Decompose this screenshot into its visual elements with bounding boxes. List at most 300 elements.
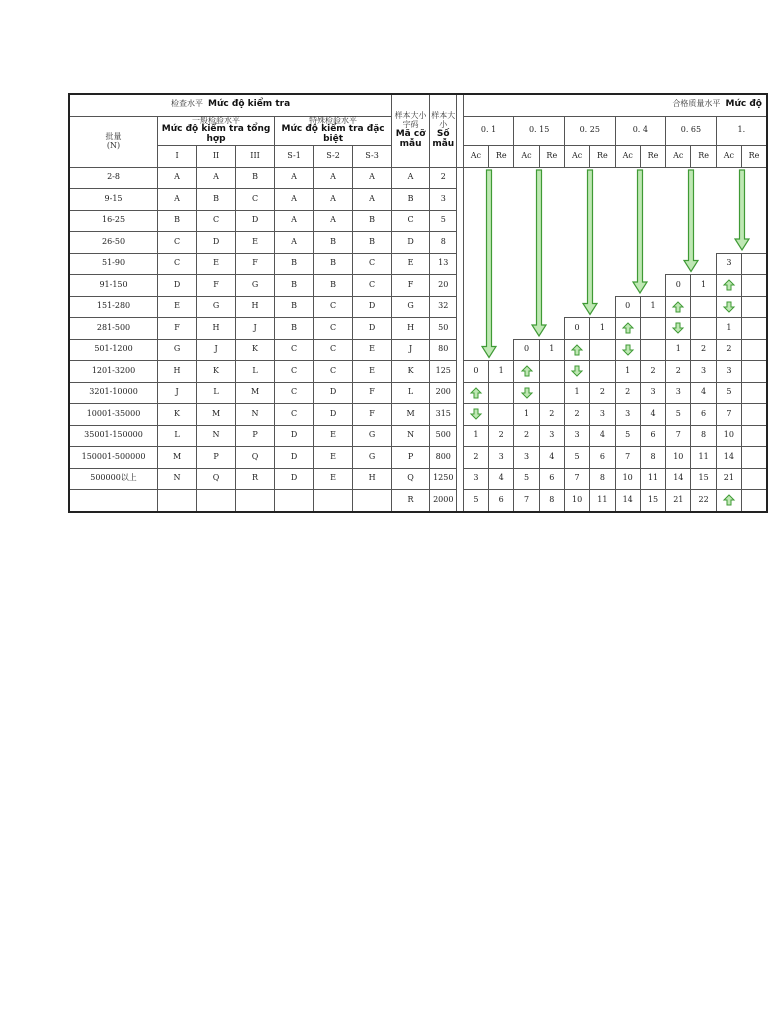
special-level-zh: 特殊检验水平 (309, 115, 358, 125)
level-code-cell: H (197, 318, 236, 340)
ac-cell (564, 296, 589, 318)
level-code-cell: P (236, 425, 275, 447)
ac-cell (463, 339, 488, 361)
ac-cell: 5 (666, 404, 691, 426)
level-code-cell: G (236, 275, 275, 297)
level-code-cell: N (158, 468, 197, 490)
re-cell: 22 (691, 490, 716, 512)
level-code-cell: Q (236, 447, 275, 469)
re-cell: 3 (489, 447, 514, 469)
level-header: S-2 (314, 146, 353, 168)
arrow-up-icon (514, 361, 539, 383)
sample-size-cell: 32 (430, 296, 457, 318)
re-cell (640, 318, 665, 340)
table-row (69, 490, 767, 512)
re-cell: 2 (539, 404, 564, 426)
re-cell (539, 318, 564, 340)
aql-empty-cell (742, 425, 767, 447)
table-row (69, 232, 767, 254)
re-cell (489, 210, 514, 232)
level-code-cell: E (158, 296, 197, 318)
re-cell (489, 296, 514, 318)
level-header: S-1 (275, 146, 314, 168)
level-code-cell: J (197, 339, 236, 361)
level-code-cell: C (197, 210, 236, 232)
level-code-cell (158, 490, 197, 512)
arrow-up-icon (716, 490, 741, 512)
sample-code-cell: J (392, 339, 430, 361)
ac-cell: 5 (716, 382, 741, 404)
lot-size-cell: 3201-10000 (69, 382, 158, 404)
re-cell: 6 (489, 490, 514, 512)
ac-cell: 1 (564, 382, 589, 404)
aql-header (463, 94, 767, 116)
arrow-up-icon (666, 296, 691, 318)
level-code-cell: G (353, 447, 392, 469)
re-cell (489, 339, 514, 361)
re-header: Re (640, 146, 665, 168)
ac-cell (514, 296, 539, 318)
level-code-cell: M (197, 404, 236, 426)
re-cell (691, 167, 716, 189)
level-code-cell: C (314, 339, 353, 361)
ac-cell: 7 (514, 490, 539, 512)
re-cell: 6 (691, 404, 716, 426)
level-code-cell: J (236, 318, 275, 340)
level-code-cell: B (275, 296, 314, 318)
aql-value-header: 0. 65 (666, 116, 717, 146)
table-row (69, 382, 767, 404)
level-code-cell: D (275, 447, 314, 469)
re-cell: 4 (539, 447, 564, 469)
aql-value-header: 0. 4 (615, 116, 666, 146)
level-code-cell: F (197, 275, 236, 297)
aql-value-header: 0. 25 (564, 116, 615, 146)
level-code-cell: H (158, 361, 197, 383)
re-cell: 1 (489, 361, 514, 383)
level-code-cell: C (353, 253, 392, 275)
level-code-cell: A (275, 189, 314, 211)
ac-cell: 3 (716, 361, 741, 383)
re-cell (691, 296, 716, 318)
aql-empty-cell (742, 339, 767, 361)
level-code-cell: A (314, 189, 353, 211)
sample-code-cell: M (392, 404, 430, 426)
ac-cell (564, 189, 589, 211)
lot-size-cell: 26-50 (69, 232, 158, 254)
aql-empty-cell (742, 361, 767, 383)
re-cell: 8 (691, 425, 716, 447)
level-header: II (197, 146, 236, 168)
arrow-down-icon (666, 318, 691, 340)
level-code-cell: D (236, 210, 275, 232)
level-code-cell: A (197, 167, 236, 189)
ac-cell (463, 296, 488, 318)
ac-cell (564, 167, 589, 189)
table-row (69, 404, 767, 426)
level-code-cell: A (314, 210, 353, 232)
level-code-cell: G (353, 425, 392, 447)
level-code-cell: E (314, 447, 353, 469)
level-code-cell: R (236, 468, 275, 490)
lot-size-cell: 9-15 (69, 189, 158, 211)
level-code-cell: A (314, 167, 353, 189)
sample-size-zh: 样本大小 (431, 111, 456, 129)
lot-size-cell: 35001-150000 (69, 425, 158, 447)
sample-size-cell: 500 (430, 425, 457, 447)
level-code-cell: P (197, 447, 236, 469)
ac-cell (615, 167, 640, 189)
level-code-cell: C (275, 361, 314, 383)
ac-cell (463, 318, 488, 340)
general-level-header (158, 116, 275, 146)
sample-code-vn: Mã cỡ mẫu (395, 128, 426, 149)
level-code-cell: E (236, 232, 275, 254)
level-code-cell: D (353, 318, 392, 340)
ac-cell: 3 (615, 404, 640, 426)
sample-size-cell: 2000 (430, 490, 457, 512)
re-cell: 1 (539, 339, 564, 361)
lot-size-cell: 2-8 (69, 167, 158, 189)
ac-cell (514, 210, 539, 232)
ac-cell (716, 232, 741, 254)
level-code-cell: F (353, 382, 392, 404)
re-cell: 8 (539, 490, 564, 512)
level-header: I (158, 146, 197, 168)
table-row (69, 447, 767, 469)
aql-empty-cell (742, 167, 767, 189)
ac-cell (514, 318, 539, 340)
level-code-cell: E (314, 468, 353, 490)
re-cell (539, 210, 564, 232)
re-cell: 6 (590, 447, 615, 469)
level-code-cell: D (314, 404, 353, 426)
re-cell (539, 296, 564, 318)
aql-empty-cell (742, 318, 767, 340)
re-cell: 6 (640, 425, 665, 447)
level-code-cell: B (314, 253, 353, 275)
table-row (69, 167, 767, 189)
sample-size-cell: 8 (430, 232, 457, 254)
re-cell (640, 232, 665, 254)
ac-cell: 5 (564, 447, 589, 469)
ac-cell (666, 210, 691, 232)
re-header: Re (489, 146, 514, 168)
sample-code-cell: R (392, 490, 430, 512)
ac-cell (564, 232, 589, 254)
level-code-cell: B (314, 232, 353, 254)
table-row (69, 210, 767, 232)
ac-cell: 14 (615, 490, 640, 512)
ac-cell (666, 167, 691, 189)
ac-cell: 0 (463, 361, 488, 383)
re-header: Re (742, 146, 767, 168)
level-header: S-3 (353, 146, 392, 168)
re-cell (640, 210, 665, 232)
level-code-cell: K (158, 404, 197, 426)
ac-cell: 2 (666, 361, 691, 383)
sample-code-cell: L (392, 382, 430, 404)
level-code-cell: A (275, 167, 314, 189)
ac-cell: 2 (463, 447, 488, 469)
table-row (69, 468, 767, 490)
sample-code-cell: C (392, 210, 430, 232)
aql-value-header: 0. 1 (463, 116, 514, 146)
level-code-cell: N (197, 425, 236, 447)
inspection-level-vn: Mức độ kiểm tra (208, 99, 291, 110)
re-cell: 11 (691, 447, 716, 469)
ac-cell: 21 (716, 468, 741, 490)
level-code-cell: E (353, 361, 392, 383)
lot-size-cell: 1201-3200 (69, 361, 158, 383)
re-header: Re (539, 146, 564, 168)
sample-code-zh: 样本大小字码 (394, 111, 427, 129)
level-code-cell: B (158, 210, 197, 232)
arrow-up-icon (463, 382, 488, 404)
ac-cell: 10 (564, 490, 589, 512)
ac-cell: 1 (463, 425, 488, 447)
table-row (69, 318, 767, 340)
re-cell (640, 253, 665, 275)
re-cell (590, 275, 615, 297)
re-cell (489, 404, 514, 426)
ac-header: Ac (564, 146, 589, 168)
re-header: Re (691, 146, 716, 168)
ac-cell (716, 167, 741, 189)
level-code-cell (314, 490, 353, 512)
ac-cell (564, 210, 589, 232)
lot-size-cell: 151-280 (69, 296, 158, 318)
ac-cell: 10 (716, 425, 741, 447)
lot-size-zh: 批量 (105, 131, 122, 141)
level-code-cell: B (275, 275, 314, 297)
re-cell: 1 (590, 318, 615, 340)
re-cell: 4 (691, 382, 716, 404)
level-code-cell: D (275, 425, 314, 447)
ac-cell (514, 253, 539, 275)
ac-cell: 3 (463, 468, 488, 490)
ac-cell: 2 (564, 404, 589, 426)
re-cell: 8 (590, 468, 615, 490)
special-level-vn: Mức độ kiểm tra đặc biệt (281, 124, 385, 145)
sample-size-cell: 315 (430, 404, 457, 426)
re-cell: 4 (489, 468, 514, 490)
re-cell: 8 (640, 447, 665, 469)
sample-code-cell: A (392, 167, 430, 189)
aql-value-header: 1. (716, 116, 767, 146)
ac-cell: 3 (716, 253, 741, 275)
re-cell: 2 (640, 361, 665, 383)
re-cell (640, 189, 665, 211)
ac-cell: 0 (564, 318, 589, 340)
ac-cell (514, 232, 539, 254)
aql-zh: 合格质量水平 (672, 99, 721, 109)
level-code-cell: E (314, 425, 353, 447)
re-cell: 11 (590, 490, 615, 512)
arrow-up-icon (615, 318, 640, 340)
re-cell: 11 (640, 468, 665, 490)
aql-empty-cell (742, 189, 767, 211)
table-row (69, 296, 767, 318)
sample-size-cell: 3 (430, 189, 457, 211)
special-level-header (275, 116, 392, 146)
ac-cell (615, 189, 640, 211)
level-code-cell: B (236, 167, 275, 189)
ac-cell: 0 (615, 296, 640, 318)
re-cell (489, 275, 514, 297)
arrow-down-icon (716, 296, 741, 318)
level-code-cell: A (353, 189, 392, 211)
level-code-cell: D (275, 468, 314, 490)
sample-size-cell: 50 (430, 318, 457, 340)
arrow-up-icon (716, 275, 741, 297)
sample-code-cell: D (392, 232, 430, 254)
lot-size-cell: 281-500 (69, 318, 158, 340)
sample-size-cell: 125 (430, 361, 457, 383)
re-cell: 6 (539, 468, 564, 490)
level-code-cell: C (353, 275, 392, 297)
ac-cell: 10 (666, 447, 691, 469)
level-code-cell: C (158, 232, 197, 254)
sample-size-cell: 20 (430, 275, 457, 297)
level-code-cell: D (314, 382, 353, 404)
sample-code-cell: F (392, 275, 430, 297)
sample-code-cell: E (392, 253, 430, 275)
re-cell: 3 (691, 361, 716, 383)
ac-cell (463, 189, 488, 211)
ac-cell: 2 (615, 382, 640, 404)
inspection-level-zh: 检查水平 (170, 99, 203, 109)
sample-size-cell: 80 (430, 339, 457, 361)
lot-size-cell: 10001-35000 (69, 404, 158, 426)
re-cell (489, 253, 514, 275)
sample-size-cell: 2 (430, 167, 457, 189)
inspection-level-header (69, 94, 392, 116)
level-code-cell: B (275, 318, 314, 340)
ac-header: Ac (666, 146, 691, 168)
re-cell (489, 232, 514, 254)
re-cell (640, 339, 665, 361)
level-code-cell: E (197, 253, 236, 275)
re-cell (691, 210, 716, 232)
lot-size-cell: 501-1200 (69, 339, 158, 361)
re-cell (539, 189, 564, 211)
ac-cell: 3 (514, 447, 539, 469)
level-code-cell: C (314, 318, 353, 340)
ac-header: Ac (514, 146, 539, 168)
re-cell (489, 318, 514, 340)
ac-cell (615, 275, 640, 297)
sample-size-cell: 1250 (430, 468, 457, 490)
arrow-down-icon (463, 404, 488, 426)
lot-size-unit: (N) (106, 140, 121, 150)
re-cell: 1 (691, 275, 716, 297)
level-code-cell: M (236, 382, 275, 404)
ac-cell (666, 232, 691, 254)
ac-header: Ac (615, 146, 640, 168)
re-cell: 15 (691, 468, 716, 490)
sample-size-cell: 13 (430, 253, 457, 275)
level-code-cell: B (353, 210, 392, 232)
ac-cell (666, 253, 691, 275)
re-cell (590, 339, 615, 361)
ac-cell: 2 (716, 339, 741, 361)
level-code-cell: H (353, 468, 392, 490)
arrow-down-icon (564, 361, 589, 383)
re-cell (539, 361, 564, 383)
ac-cell: 1 (666, 339, 691, 361)
re-cell: 3 (590, 404, 615, 426)
aql-empty-cell (742, 447, 767, 469)
re-cell: 4 (640, 404, 665, 426)
aql-empty-cell (742, 490, 767, 512)
ac-cell (615, 253, 640, 275)
level-code-cell: C (236, 189, 275, 211)
re-cell: 2 (489, 425, 514, 447)
ac-cell (514, 275, 539, 297)
ac-cell: 5 (615, 425, 640, 447)
level-code-cell (353, 490, 392, 512)
ac-cell (615, 210, 640, 232)
ac-cell: 14 (666, 468, 691, 490)
level-code-cell: G (158, 339, 197, 361)
re-cell: 15 (640, 490, 665, 512)
re-cell (539, 253, 564, 275)
level-code-cell: J (158, 382, 197, 404)
lot-size-cell: 16-25 (69, 210, 158, 232)
re-cell (539, 382, 564, 404)
ac-cell (514, 167, 539, 189)
sample-code-header (392, 94, 430, 167)
level-code-cell: B (353, 232, 392, 254)
re-cell (640, 167, 665, 189)
aql-empty-cell (742, 210, 767, 232)
sample-size-cell: 5 (430, 210, 457, 232)
ac-cell (463, 167, 488, 189)
re-cell (590, 210, 615, 232)
ac-cell: 0 (514, 339, 539, 361)
re-cell (691, 232, 716, 254)
ac-cell: 5 (463, 490, 488, 512)
general-level-zh: 一般检验水平 (192, 115, 241, 125)
level-code-cell: F (353, 404, 392, 426)
level-code-cell: C (275, 382, 314, 404)
re-header: Re (590, 146, 615, 168)
aql-value-header: 0. 15 (514, 116, 565, 146)
level-code-cell: N (236, 404, 275, 426)
general-level-vn: Mức độ kiểm tra tổng hợp (161, 124, 271, 145)
level-code-cell: G (197, 296, 236, 318)
sample-size-vn: Số mẫu (432, 128, 455, 149)
level-code-cell: C (158, 253, 197, 275)
re-cell (691, 253, 716, 275)
level-code-cell: C (314, 296, 353, 318)
sample-code-cell: Q (392, 468, 430, 490)
ac-cell: 0 (666, 275, 691, 297)
ac-cell (716, 210, 741, 232)
level-code-cell: H (236, 296, 275, 318)
arrow-up-icon (564, 339, 589, 361)
aql-empty-cell (742, 275, 767, 297)
ac-cell (514, 189, 539, 211)
re-cell (489, 382, 514, 404)
ac-cell: 7 (615, 447, 640, 469)
table-row (69, 361, 767, 383)
level-code-cell: D (353, 296, 392, 318)
sample-code-cell: N (392, 425, 430, 447)
lot-size-cell: 500000以上 (69, 468, 158, 490)
arrow-down-icon (615, 339, 640, 361)
